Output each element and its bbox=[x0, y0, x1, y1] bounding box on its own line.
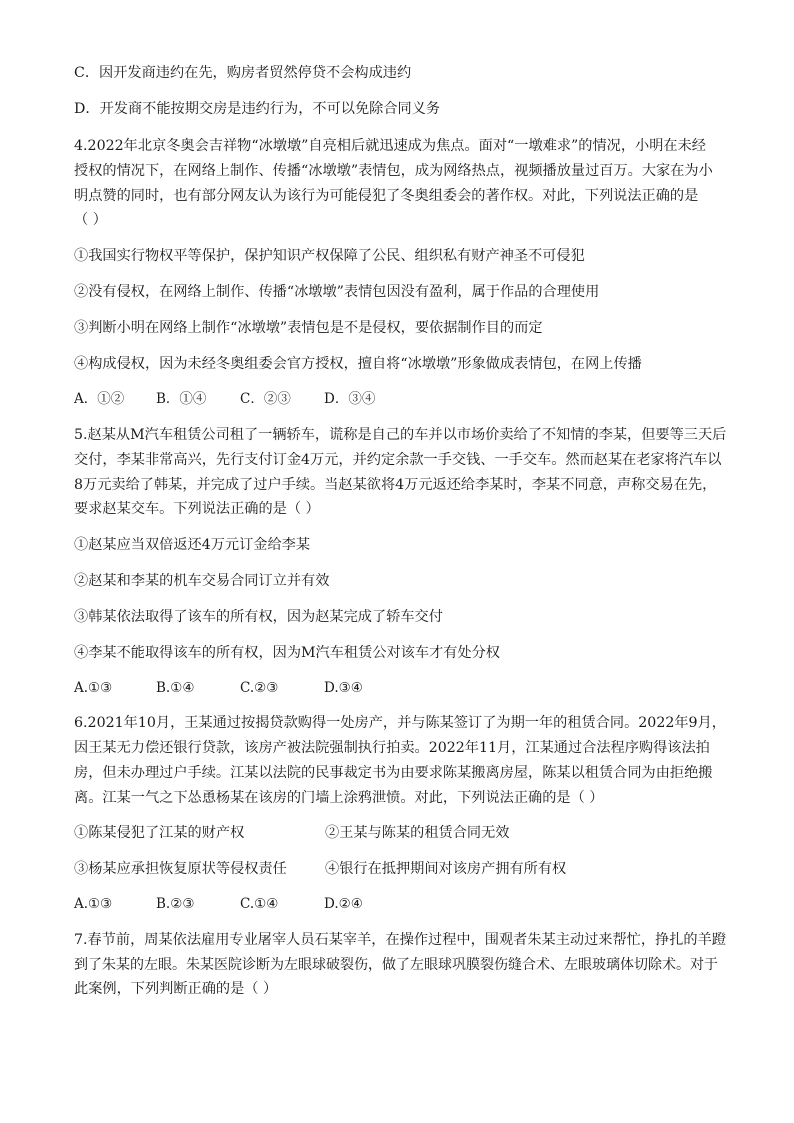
q4-option-a: A．①② bbox=[74, 391, 125, 407]
q6-statement-2: ②王某与陈某的租赁合同无效 bbox=[325, 825, 510, 841]
q4-stem-line-3: 明点赞的同时，也有部分网友认为该行为可能侵犯了冬奥组委会的著作权。对此，下列说法正确的是 bbox=[74, 188, 699, 204]
q6-stem-line-4: 离。江某一气之下怂恿杨某在该房的门墙上涂鸦泄愤。对此，下列说法正确的是（ ） bbox=[74, 790, 604, 806]
q4-stem-line-1: 4.2022年北京冬奥会吉祥物“冰墩墩”自亮相后就迅速成为焦点。面对“一墩难求”的情况，小明在未经 bbox=[74, 138, 706, 154]
q6-option-b: B.②③ bbox=[156, 896, 195, 912]
q4-statement-4: ④构成侵权，因为未经冬奥组委会官方授权，擅自将“冰墩墩”形象做成表情包，在网上传播 bbox=[74, 356, 642, 372]
q6-stem-line-1: 6.2021年10月，王某通过按揭贷款购得一处房产，并与陈某签订了为期一年的租赁合同。2022年9月， bbox=[74, 715, 726, 731]
q4-option-b: B．①④ bbox=[156, 391, 207, 407]
q4-statement-2: ②没有侵权，在网络上制作、传播“冰墩墩”表情包因没有盈利，属于作品的合理使用 bbox=[74, 284, 600, 300]
q6-option-c: C.①④ bbox=[240, 896, 279, 912]
q5-statement-3: ③韩某依法取得了该车的所有权，因为赵某完成了轿车交付 bbox=[74, 609, 443, 625]
q5-stem-line-4: 要求赵某交车。下列说法正确的是（ ） bbox=[74, 501, 320, 517]
q4-statement-3: ③判断小明在网络上制作“冰墩墩”表情包是不是侵权，要依据制作目的而定 bbox=[74, 320, 543, 336]
option-c-text: C．因开发商违约在先，购房者贸然停贷不会构成违约 bbox=[74, 65, 412, 81]
q5-statement-1: ①赵某应当双倍返还4万元订金给李某 bbox=[74, 537, 311, 553]
q5-statement-4: ④李某不能取得该车的所有权，因为M汽车租赁公对该车才有处分权 bbox=[74, 645, 500, 661]
q4-statement-1: ①我国实行物权平等保护，保护知识产权保障了公民、组织私有财产神圣不可侵犯 bbox=[74, 248, 585, 264]
q6-option-a: A.①③ bbox=[74, 896, 113, 912]
q6-stem-line-3: 房，但未办理过户手续。江某以法院的民事裁定书为由要求陈某搬离房屋，陈某以租赁合同为由拒绝搬 bbox=[74, 765, 713, 781]
q6-statement-1: ①陈某侵犯了江某的财产权 bbox=[74, 825, 245, 841]
q6-statement-3: ③杨某应承担恢复原状等侵权责任 bbox=[74, 861, 287, 877]
q5-option-d: D.③④ bbox=[324, 680, 363, 696]
q4-stem-line-2: 授权的情况下，在网络上制作、传播“冰墩墩”表情包，成为网络热点，视频播放量过百万。大家在为小 bbox=[74, 163, 713, 179]
option-d-text: D．开发商不能按期交房是违约行为，不可以免除合同义务 bbox=[74, 101, 441, 117]
q5-stem-line-1: 5.赵某从M汽车租赁公司租了一辆轿车，谎称是自己的车并以市场价卖给了不知情的李某，但要等三天后 bbox=[74, 427, 727, 443]
q4-stem-line-4: （ ） bbox=[74, 212, 107, 228]
q7-stem-line-2: 到了朱某的左眼。朱某医院诊断为左眼球破裂伤，做了左眼球巩膜裂伤缝合术、左眼玻璃体切除术。对于 bbox=[74, 957, 718, 973]
q5-stem-line-3: 8万元卖给了韩某，并完成了过户手续。当赵某欲将4万元返还给李某时，李某不同意，声称交易在先， bbox=[74, 477, 717, 493]
q4-option-c: C．②③ bbox=[240, 391, 291, 407]
q5-option-c: C.②③ bbox=[240, 680, 279, 696]
q6-option-d: D.②④ bbox=[324, 896, 363, 912]
q6-statement-4: ④银行在抵押期间对该房产拥有所有权 bbox=[325, 861, 567, 877]
q7-stem-line-1: 7.春节前，周某依法雇用专业屠宰人员石某宰羊，在操作过程中，围观者朱某主动过来帮忙，挣扎的羊蹬 bbox=[74, 932, 726, 948]
q5-option-b: B.①④ bbox=[156, 680, 195, 696]
q6-stem-line-2: 因王某无力偿还银行贷款，该房产被法院强制执行拍卖。2022年11月，江某通过合法程序购得该法拍 bbox=[74, 740, 710, 756]
q5-option-a: A.①③ bbox=[74, 680, 113, 696]
q7-stem-line-3: 此案例，下列判断正确的是（ ） bbox=[74, 981, 278, 997]
q5-stem-line-2: 交付，李某非常高兴，先行支付订金4万元，并约定余款一手交钱、一手交车。然而赵某在老家将汽车以 bbox=[74, 452, 722, 468]
q5-statement-2: ②赵某和李某的机车交易合同订立并有效 bbox=[74, 573, 330, 589]
q4-option-d: D．③④ bbox=[324, 391, 376, 407]
